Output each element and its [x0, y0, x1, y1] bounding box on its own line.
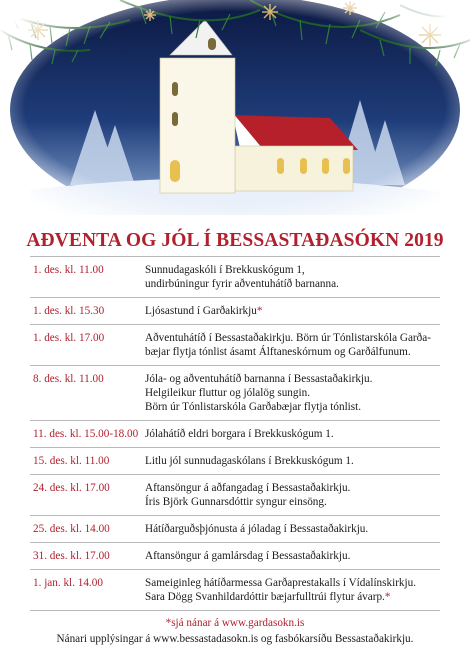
event-line — [145, 386, 440, 400]
footer-info: Nánari upplýsingar á www.bessastadasokn.is og fasbókarsíðu Bessastaðakirkju. — [56, 633, 414, 645]
schedule-row — [30, 515, 440, 542]
event-datetime: 15. des. kl. 11.00 — [33, 455, 110, 467]
event-datetime: 11. des. kl. 15.00-18.00 — [33, 428, 139, 440]
event-line-text: Aftansöngur á aðfangadag í Bessastaðakirkju. — [145, 482, 351, 494]
event-line — [145, 400, 440, 414]
event-line — [145, 331, 440, 345]
event-line — [145, 263, 440, 277]
event-line — [145, 277, 440, 291]
event-description — [145, 427, 440, 441]
event-description — [145, 304, 440, 318]
event-description — [145, 522, 440, 536]
event-line — [145, 427, 440, 441]
event-description — [145, 263, 440, 291]
event-datetime: 1. des. kl. 17.00 — [33, 332, 105, 344]
event-line — [145, 454, 440, 468]
event-line-text: Litlu jól sunnudagaskólans í Brekkuskógum 1. — [145, 455, 354, 467]
church-illustration-svg — [0, 0, 470, 215]
event-line — [145, 481, 440, 495]
schedule-row — [30, 420, 440, 447]
event-line — [145, 576, 440, 590]
page-title: AÐVENTA OG JÓL Í BESSASTAÐASÓKN 2019 — [26, 230, 444, 251]
event-line-text: Íris Björk Gunnarsdóttir syngur einsöng. — [145, 496, 327, 508]
event-line-text: Jóla- og aðventuhátíð barnanna í Bessastaðakirkju. — [145, 373, 373, 385]
event-line — [145, 549, 440, 563]
event-line — [145, 345, 440, 359]
event-description — [145, 576, 440, 604]
event-line — [145, 522, 440, 536]
church-illustration — [0, 0, 470, 215]
event-datetime: 1. des. kl. 15.30 — [33, 305, 105, 317]
event-line — [145, 590, 440, 604]
event-description — [145, 549, 440, 563]
event-datetime: 8. des. kl. 11.00 — [33, 373, 104, 385]
schedule-row — [30, 474, 440, 515]
event-datetime: 1. jan. kl. 14.00 — [33, 577, 103, 589]
schedule-row — [30, 542, 440, 569]
event-line-text: bæjar flytja tónlist ásamt Álftaneskórnum og Garðálfunum. — [145, 346, 411, 358]
event-line-text: Sunnudagaskóli í Brekkuskógum 1, — [145, 264, 305, 276]
event-line — [145, 372, 440, 386]
event-datetime: 31. des. kl. 17.00 — [33, 550, 110, 562]
event-line-text: Helgileikur fluttur og jólalög sungin. — [145, 387, 310, 399]
event-line-text: Hátíðarguðsþjónusta á jóladag í Bessastaðakirkju. — [145, 523, 369, 535]
footnote-marker: * — [384, 591, 391, 603]
event-datetime: 25. des. kl. 14.00 — [33, 523, 110, 535]
schedule-table — [30, 256, 440, 611]
schedule-row — [30, 297, 440, 324]
website-note: *sjá nánar á www.gardasokn.is — [165, 617, 305, 629]
event-datetime: 24. des. kl. 17.00 — [33, 482, 110, 494]
schedule-row — [30, 256, 440, 297]
event-description — [145, 372, 440, 414]
event-description — [145, 454, 440, 468]
event-line-text: Aftansöngur á gamlársdag í Bessastaðakirkju. — [145, 550, 351, 562]
footnote-marker: * — [256, 305, 263, 317]
schedule-row — [30, 447, 440, 474]
event-datetime: 1. des. kl. 11.00 — [33, 264, 104, 276]
event-line-text: Ljósastund í Garðakirkju — [145, 305, 257, 317]
event-line-text: Sameiginleg hátíðarmessa Garðaprestakalls í Vídalínskirkju. — [145, 577, 417, 589]
event-line-text: Sara Dögg Svanhildardóttir bæjarfulltrúi flytur ávarp. — [145, 591, 385, 603]
event-line — [145, 495, 440, 509]
schedule-row — [30, 324, 440, 365]
schedule-row — [30, 365, 440, 420]
event-line — [145, 304, 440, 318]
event-line-text: Börn úr Tónlistarskóla Garðabæjar flytja tónlist. — [145, 401, 362, 413]
event-line-text: undirbúningur fyrir aðventuhátíð barnanna. — [145, 278, 339, 290]
event-description — [145, 481, 440, 509]
event-line-text: Jólahátíð eldri borgara í Brekkuskógum 1. — [145, 428, 334, 440]
schedule-row — [30, 569, 440, 611]
event-description — [145, 331, 440, 359]
event-line-text: Aðventuhátíð í Bessastaðakirkju. Börn úr Tónlistarskóla Garða- — [145, 332, 431, 344]
